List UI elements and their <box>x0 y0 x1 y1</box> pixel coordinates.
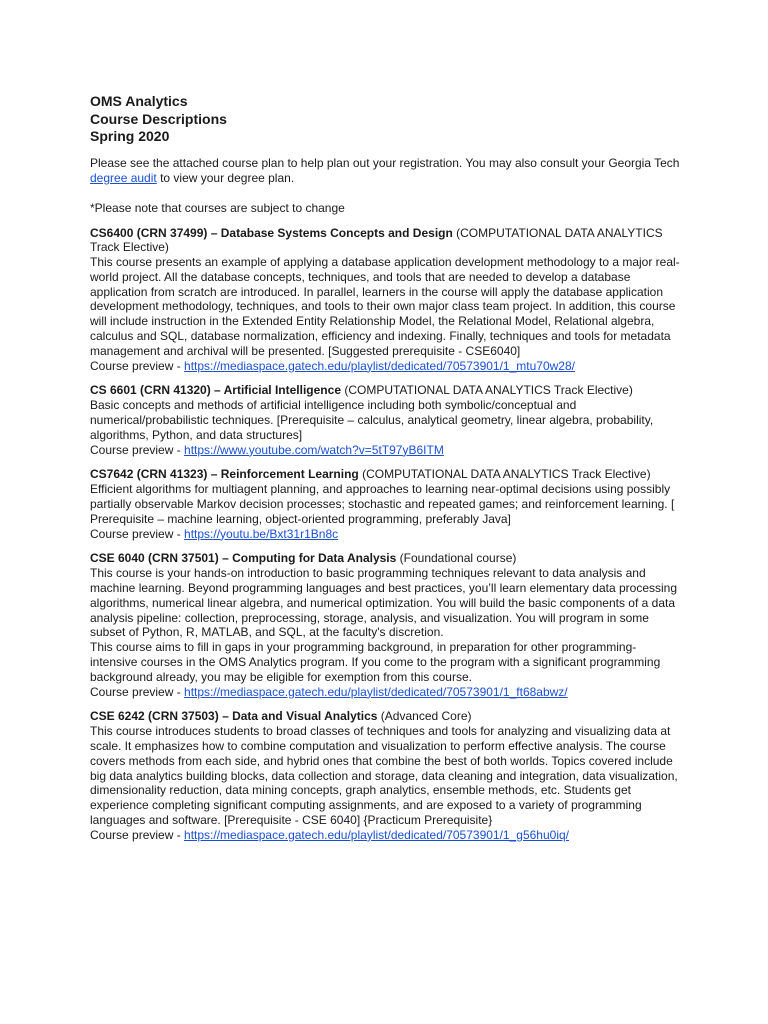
course-name: Database Systems Concepts and Design <box>220 225 453 240</box>
course-code: CS6400 (CRN 37499) – <box>90 225 221 240</box>
course-preview <box>90 359 682 374</box>
course-code: CS7642 (CRN 41323) – <box>90 467 221 482</box>
course-code: CS 6601 (CRN 41320) – <box>90 383 224 398</box>
course-track: (COMPUTATIONAL DATA ANALYTICS Track Elective) <box>341 383 633 398</box>
course-preview-label: Course preview - <box>90 442 185 457</box>
course-preview-link[interactable]: https://youtu.be/Bxt31r1Bn8c <box>184 526 339 541</box>
degree-audit-link[interactable]: degree audit <box>90 170 157 185</box>
course-cs6601 <box>90 383 682 457</box>
course-heading <box>90 551 682 566</box>
course-track: (COMPUTATIONAL DATA ANALYTICS Track Elective) <box>90 225 663 255</box>
course-track: (COMPUTATIONAL DATA ANALYTICS Track Elective) <box>358 467 651 482</box>
intro-text-after: to view your degree plan. <box>156 170 295 185</box>
document-title-line2: Course Descriptions <box>90 110 227 127</box>
course-description-extra: This course aims to fill in gaps in your programming background, in preparation for other programming-intensive courses in the OMS Analytics program. If you come to the program with a significant programming background already, you may be eligible for exemption from this course. <box>90 640 661 684</box>
course-track: (Advanced Core) <box>377 709 472 724</box>
course-description: Basic concepts and methods of artificial intelligence including both symbolic/conceptual and numerical/probabilistic techniques. [Prerequisite – calculus, analytical geometry, linear algebra, probability, algorithms, Python, and data structures] <box>90 398 654 442</box>
course-preview-link[interactable]: https://www.youtube.com/watch?v=5tT97yB6ITM <box>184 442 444 457</box>
course-preview <box>90 685 682 700</box>
course-heading <box>90 226 682 256</box>
course-cse6242 <box>90 709 682 842</box>
course-preview-label: Course preview - <box>90 827 185 842</box>
document-page <box>90 93 682 843</box>
course-description: This course is your hands-on introduction to basic programming techniques relevant to data analysis and machine learning. Beyond programming languages and best practices, you’ll learn elementary data processing algorithms, numerical linear algebra, and numerical optimization. You will build the basic components of a data analysis pipeline: collection, preprocessing, storage, analysis, and visualization. You will program in some subset of Python, R, MATLAB, and SQL, at the faculty's discretion. <box>90 566 678 640</box>
course-heading <box>90 467 682 482</box>
course-preview <box>90 443 682 458</box>
document-title-line3: Spring 2020 <box>90 128 170 144</box>
course-track: (Foundational course) <box>396 551 517 566</box>
course-cs7642 <box>90 467 682 541</box>
course-preview <box>90 828 682 843</box>
course-description: This course presents an example of applying a database application development methodology to a major real-world project. All the database concepts, techniques, and tools that are needed to develop a database application from scratch are introduced. In parallel, learners in the course will apply the database application development methodology, techniques, and tools to their own major class team project. In addition, this course will include instruction in the Extended Entity Relationship Model, the Relational Model, Relational algebra, calculus and SQL, database normalization, efficiency and indexing. Finally, techniques and tools for metadata management and archival will be presented. [Suggested prerequisite - CSE6040] <box>90 255 680 358</box>
intro-text-before: Please see the attached course plan to help plan out your registration. You may also consult your Georgia Tech <box>90 155 680 170</box>
course-name: Data and Visual Analytics <box>232 709 378 724</box>
course-preview-link[interactable]: https://mediaspace.gatech.edu/playlist/dedicated/70573901/1_mtu70w28/ <box>184 358 575 373</box>
course-name: Artificial Intelligence <box>223 383 341 398</box>
course-cse6040 <box>90 551 682 699</box>
course-preview-label: Course preview - <box>90 526 185 541</box>
intro-paragraph <box>90 156 682 186</box>
course-name: Reinforcement Learning <box>220 467 359 482</box>
course-heading <box>90 383 682 398</box>
change-note: *Please note that courses are subject to change <box>90 200 345 215</box>
course-code: CSE 6242 (CRN 37503) – <box>90 709 233 724</box>
course-preview-label: Course preview - <box>90 358 185 373</box>
course-preview <box>90 527 682 542</box>
document-title-line1: OMS Analytics <box>90 93 188 109</box>
course-code: CSE 6040 (CRN 37501) – <box>90 551 233 566</box>
course-preview-label: Course preview - <box>90 684 185 699</box>
course-name: Computing for Data Analysis <box>232 551 397 566</box>
course-preview-link[interactable]: https://mediaspace.gatech.edu/playlist/dedicated/70573901/1_ft68abwz/ <box>184 684 568 699</box>
course-description: This course introduces students to broad classes of techniques and tools for analyzing and visualizing data at scale. It emphasizes how to combine computation and visualization to perform effective analysis. The course covers methods from each side, and hybrid ones that combine the best of both worlds. Topics covered include big data analytics building blocks, data collection and storage, data cleaning and integration, data visualization, dimensionality reduction, data mining concepts, graph analytics, ensemble methods, etc. Students get experience completing significant computing assignments, and are exposed to a variety of programming languages and software. [Prerequisite - CSE 6040] {Practicum Prerequisite} <box>90 724 678 827</box>
course-preview-link[interactable]: https://mediaspace.gatech.edu/playlist/dedicated/70573901/1_g56hu0iq/ <box>184 827 569 842</box>
course-description: Efficient algorithms for multiagent planning, and approaches to learning near-optimal decisions using possibly partially observable Markov decision processes; stochastic and repeated games; and reinforcement learning. [ Prerequisite – machine learning, object-oriented programming, preferably Java] <box>90 482 675 526</box>
course-cs6400 <box>90 226 682 374</box>
course-heading <box>90 709 682 724</box>
